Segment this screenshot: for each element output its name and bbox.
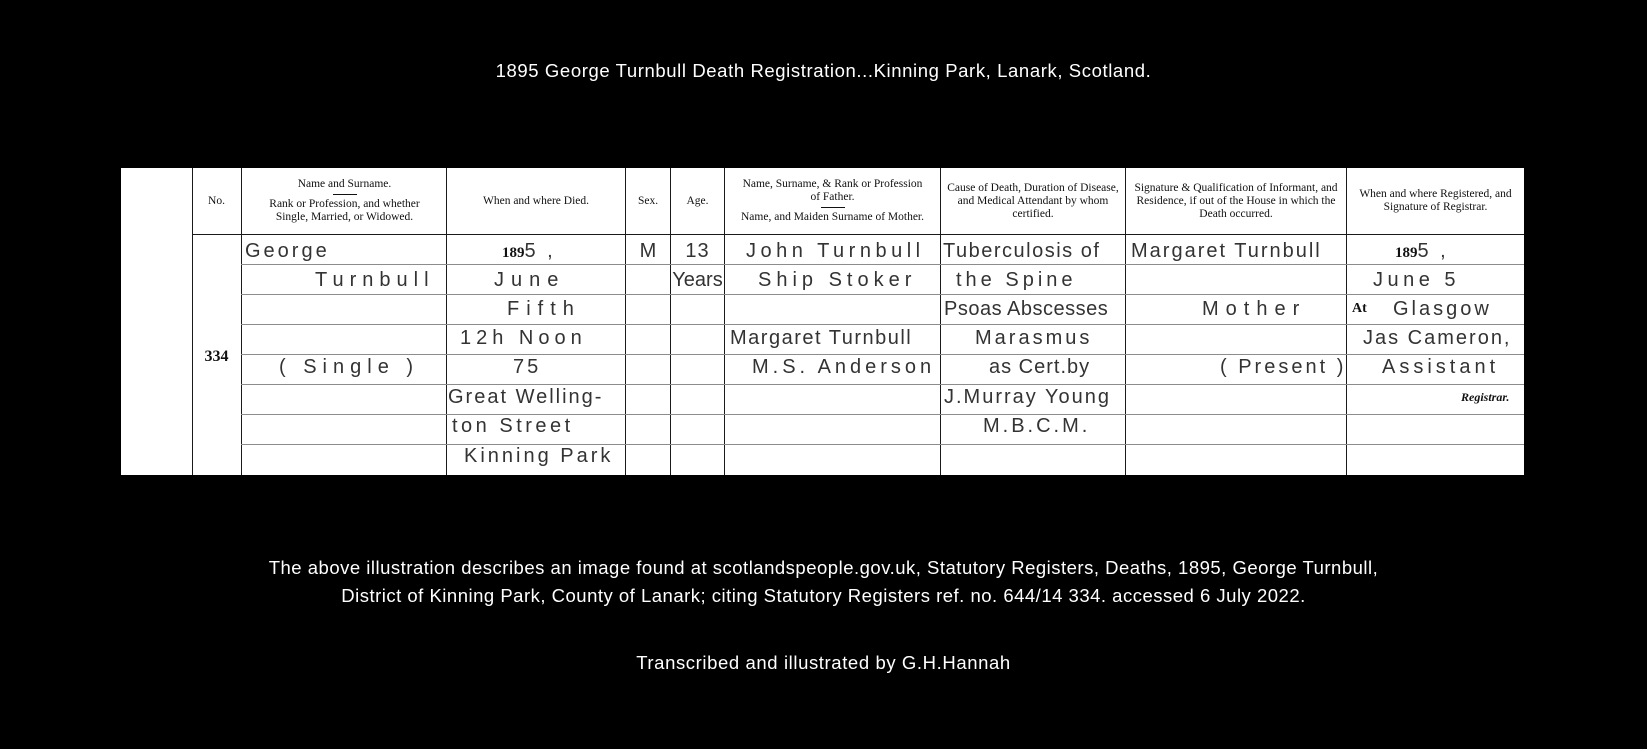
cause-line-4: Marasmus bbox=[975, 327, 1093, 349]
registration-year bbox=[1395, 236, 1449, 266]
header-name bbox=[243, 168, 446, 234]
cause-line-3: Psoas Abscesses bbox=[944, 298, 1109, 320]
registrar-role: Assistant bbox=[1382, 356, 1500, 378]
sex-value: M bbox=[639, 240, 657, 262]
header-parents bbox=[725, 168, 940, 234]
registration-date: June 5 bbox=[1373, 269, 1461, 291]
registration-at-label: At bbox=[1352, 301, 1367, 316]
informant-name: Margaret Turnbull bbox=[1131, 240, 1322, 262]
cause-line-6: J.Murray Young bbox=[944, 386, 1111, 408]
registration-year-prefix: 189 bbox=[1395, 245, 1418, 261]
ruled-line bbox=[241, 414, 1524, 415]
header-mother: Name, and Maiden Surname of Mother. bbox=[741, 211, 924, 223]
death-house-number: 75 bbox=[513, 356, 542, 378]
informant-relation: Mother bbox=[1202, 298, 1307, 320]
ruled-line bbox=[241, 444, 1524, 445]
mother-maiden-name: M.S. Anderson bbox=[752, 356, 936, 378]
header-father: Name, Surname, & Rank or Profession of Father. bbox=[742, 178, 923, 203]
cause-line-5: as Cert.by bbox=[989, 356, 1091, 378]
caption-line: District of Kinning Park, County of Lanark; citing Statutory Registers ref. no. 644/14 334. accessed 6 July 2022. bbox=[341, 585, 1306, 606]
registration-place: Glasgow bbox=[1393, 298, 1492, 320]
death-day: Fifth bbox=[507, 298, 581, 320]
father-occupation: Ship Stoker bbox=[758, 269, 917, 291]
column-divider bbox=[241, 168, 242, 475]
informant-presence: ( Present ) bbox=[1220, 356, 1347, 378]
cause-line-7: M.B.C.M. bbox=[983, 415, 1091, 437]
header-cause: Cause of Death, Duration of Disease, and Medical Attendant by whom certified. bbox=[947, 181, 1119, 220]
death-year bbox=[502, 236, 556, 266]
caption-line: The above illustration describes an image found at scotlandspeople.gov.uk, Statutory Registers, Deaths, 1895, George Turnbull, bbox=[268, 557, 1379, 578]
registrar-name: Jas Cameron, bbox=[1363, 327, 1512, 349]
header-divider bbox=[192, 234, 1524, 235]
header-no: No. bbox=[208, 194, 225, 207]
father-name: John Turnbull bbox=[746, 240, 925, 262]
header-parents-rule bbox=[821, 207, 845, 208]
ruled-line bbox=[241, 384, 1524, 385]
cause-line-1: Tuberculosis of bbox=[943, 240, 1101, 262]
death-year-suffix: 5 , bbox=[524, 240, 556, 262]
death-year-prefix: 189 bbox=[502, 245, 525, 261]
deceased-forename: George bbox=[245, 240, 330, 262]
death-register-form bbox=[121, 168, 1524, 475]
age-value: 13 bbox=[685, 240, 710, 262]
marital-status: ( Single ) bbox=[279, 356, 420, 378]
entry-number: 334 bbox=[204, 348, 229, 365]
header-informant: Signature & Qualification of Informant, and Residence, if out of the House in which the Death occurred. bbox=[1134, 181, 1338, 220]
death-street-1: Great Welling- bbox=[448, 386, 604, 408]
header-name-bottom: Rank or Profession, and whether Single, Married, or Widowed. bbox=[269, 198, 420, 223]
death-time: 12h Noon bbox=[460, 327, 587, 349]
header-name-rule bbox=[333, 194, 357, 195]
death-month: June bbox=[494, 269, 566, 291]
mother-name: Margaret Turnbull bbox=[730, 327, 913, 349]
header-when-where: When and where Died. bbox=[482, 194, 589, 207]
header-age: Age. bbox=[686, 194, 709, 207]
header-registered: When and where Registered, and Signature of Registrar. bbox=[1359, 188, 1512, 213]
page-title: 1895 George Turnbull Death Registration...Kinning Park, Lanark, Scotland. bbox=[495, 60, 1152, 81]
age-unit: Years bbox=[672, 269, 723, 291]
cause-line-2: the Spine bbox=[956, 269, 1077, 291]
death-district: Kinning Park bbox=[464, 445, 614, 467]
header-sex: Sex. bbox=[637, 194, 659, 207]
registrar-label: Registrar. bbox=[1461, 390, 1510, 404]
deceased-surname: Turnbull bbox=[315, 269, 435, 291]
credit-line: Transcribed and illustrated by G.H.Hannah bbox=[636, 652, 1011, 673]
source-caption bbox=[0, 554, 1647, 610]
registration-year-suffix: 5 , bbox=[1417, 240, 1449, 262]
death-street-2: ton Street bbox=[452, 415, 574, 437]
header-name-top: Name and Surname. bbox=[297, 178, 392, 190]
